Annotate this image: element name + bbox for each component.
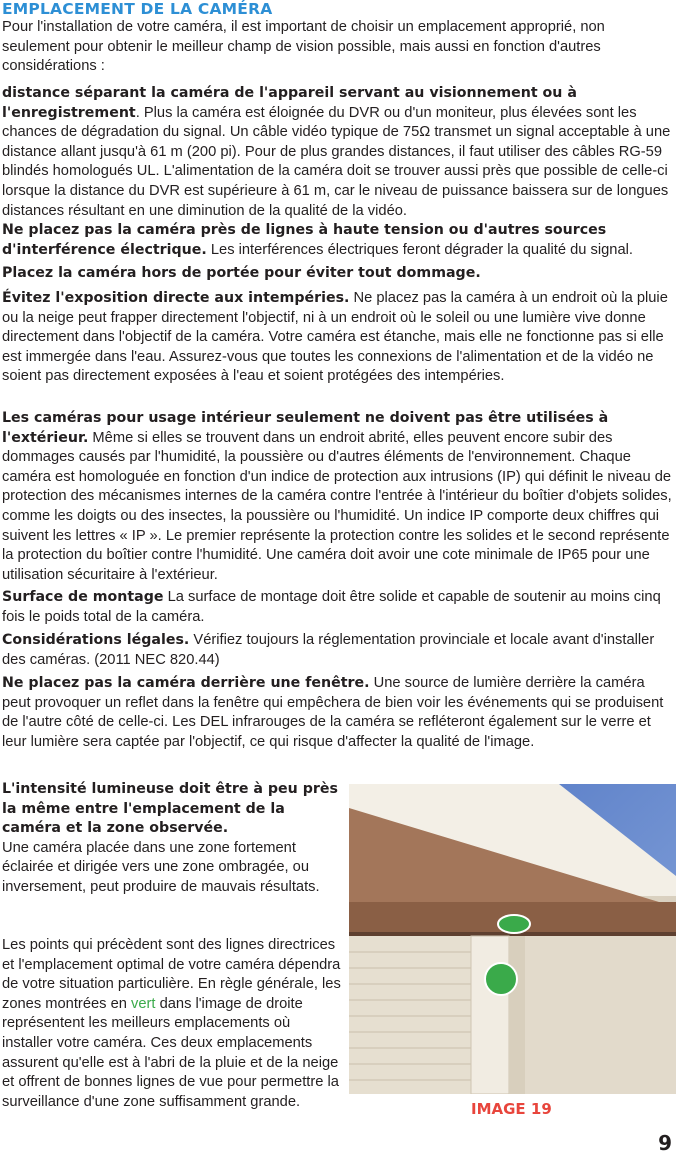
section-heading: Ne placez pas la caméra près de lignes à haute tension ou d'autres sources d'interférence électrique. xyxy=(2,222,607,258)
section-body: Même si elles se trouvent dans un endroit abrité, elles peuvent encore subir des dommages causés par l'humidité, la poussière ou d'autres éléments de l'environnement. Chaque caméra est homologuée en fonction d'un indice de protection aux intrusions (IP) qui définit le niveau de protection des mécanismes internes de la caméra contre l'entrée à l'intérieur du boîtier d'objets solides, comme les doigts ou des insectes, la poussière ou l'humidité. Un indice IP comporte deux chiffres qui suivent les lettres « IP ». Le premier représente la protection contre les solides et le second représente la protection du boîtier contre l'humidité. Une caméra doit avoir une cote minimale de IP65 pour une utilisation sécuritaire à l'extérieur. xyxy=(2,429,672,583)
section-indoor-cameras xyxy=(2,409,674,585)
page-number: 9 xyxy=(658,1131,672,1155)
section-out-of-reach xyxy=(2,264,674,284)
camera-placement-illustration xyxy=(349,784,676,1094)
green-marker-wall xyxy=(485,963,517,995)
section-interference xyxy=(2,221,674,260)
section-body: Vérifiez toujours la réglementation provinciale et locale avant d'installer des caméras. (2011 NEC 820.44) xyxy=(2,632,655,668)
figure-caption: IMAGE 19 xyxy=(471,1100,552,1118)
green-highlight-word: vert xyxy=(131,995,156,1012)
section-body: Une source de lumière derrière la caméra peut provoquer un reflet dans la fenêtre qui empêchera de bien voir les événements qui se produisent de l'autre côté de celle-ci. Les DEL infrarouges de la caméra se refléteront également sur le verre et leur lumière sera captée par l'objectif, ce qui risque d'affecter la qualité de l'image. xyxy=(2,675,664,750)
section-heading: Ne placez pas la caméra derrière une fenêtre. xyxy=(2,675,370,691)
section-heading: Surface de montage xyxy=(2,589,164,605)
section-body: Les interférences électriques feront dégrader la qualité du signal. xyxy=(206,241,633,258)
section-weather xyxy=(2,289,674,387)
guidelines-text-before: Les points qui précèdent sont des lignes directrices et l'emplacement optimal de votre caméra dépendra de votre situation particulière. En règle générale, les zones montrées en xyxy=(2,937,341,1012)
section-window xyxy=(2,674,674,752)
section-mounting-surface xyxy=(2,588,674,627)
section-heading: Évitez l'exposition directe aux intempéries. xyxy=(2,290,350,306)
section-heading: L'intensité lumineuse doit être à peu près la même entre l'emplacement de la caméra et la zone observée. xyxy=(2,781,338,837)
page-title: EMPLACEMENT DE LA CAMÉRA xyxy=(2,0,273,18)
guidelines-text-after: dans l'image de droite représentent les meilleurs emplacements où installer votre caméra. Ces deux emplacements assurent qu'elle est à l'abri de la pluie et de la neige et offrent de bonnes lignes de vue pour permettre la surveillance d'une zone suffisamment grande. xyxy=(2,995,339,1110)
section-body: Ne placez pas la caméra à un endroit où la pluie ou la neige peut frapper directement l'objectif, ni à un endroit où le soleil ou une lumière vive donne directement dans l'objectif de la caméra. Votre caméra est étanche, mais elle ne fonctionne pas si elle est immergée dans l'eau. Assurez-vous que toutes les connexions de l'alimentation et de la vidéo ne soient pas directement exposées à l'eau et soient protégées des intempéries. xyxy=(2,290,668,385)
green-marker-soffit xyxy=(498,915,530,933)
section-body: Une caméra placée dans une zone fortement éclairée et dirigée vers une zone ombragée, ou inversement, peut produire de mauvais résultats. xyxy=(2,839,320,895)
section-body: La surface de montage doit être solide et capable de soutenir au moins cinq fois le poids total de la caméra. xyxy=(2,589,661,625)
section-body: . Plus la caméra est éloignée du DVR ou d'un moniteur, plus élevées sont les chances de dégradation du signal. Un câble vidéo typique de 75Ω transmet un signal acceptable à une distance allant jusqu'à 61 m (200 pi). Pour de plus grandes distances, il faut utiliser des câbles RG-59 blindés homologués UL. L'alimentation de la caméra doit se trouver aussi près que possible de celle-ci lorsque la distance du DVR est supérieure à 61 m, car le niveau de puissance baissera sur de longues distances résultant en une diminution de la qualité de la vidéo. xyxy=(2,104,671,219)
section-heading: distance séparant la caméra de l'appareil servant au visionnement ou à l'enregistrement xyxy=(2,85,577,121)
corner-trim-shadow xyxy=(509,936,525,1094)
section-heading: Considérations légales. xyxy=(2,632,190,648)
section-legal xyxy=(2,631,674,670)
section-distance xyxy=(2,84,674,221)
side-wall xyxy=(525,936,676,1094)
section-heading: Placez la caméra hors de portée pour éviter tout dommage. xyxy=(2,265,481,281)
section-heading: Les caméras pour usage intérieur seulement ne doivent pas être utilisées à l'extérieur. xyxy=(2,410,609,446)
intro-paragraph: Pour l'installation de votre caméra, il est important de choisir un emplacement approprié, non seulement pour obtenir le meilleur champ de vision possible, mais aussi en fonction d'autres considérations : xyxy=(2,19,605,75)
section-lighting xyxy=(2,780,342,898)
corner-trim-left xyxy=(471,936,509,1094)
guidelines-paragraph xyxy=(2,936,342,1112)
